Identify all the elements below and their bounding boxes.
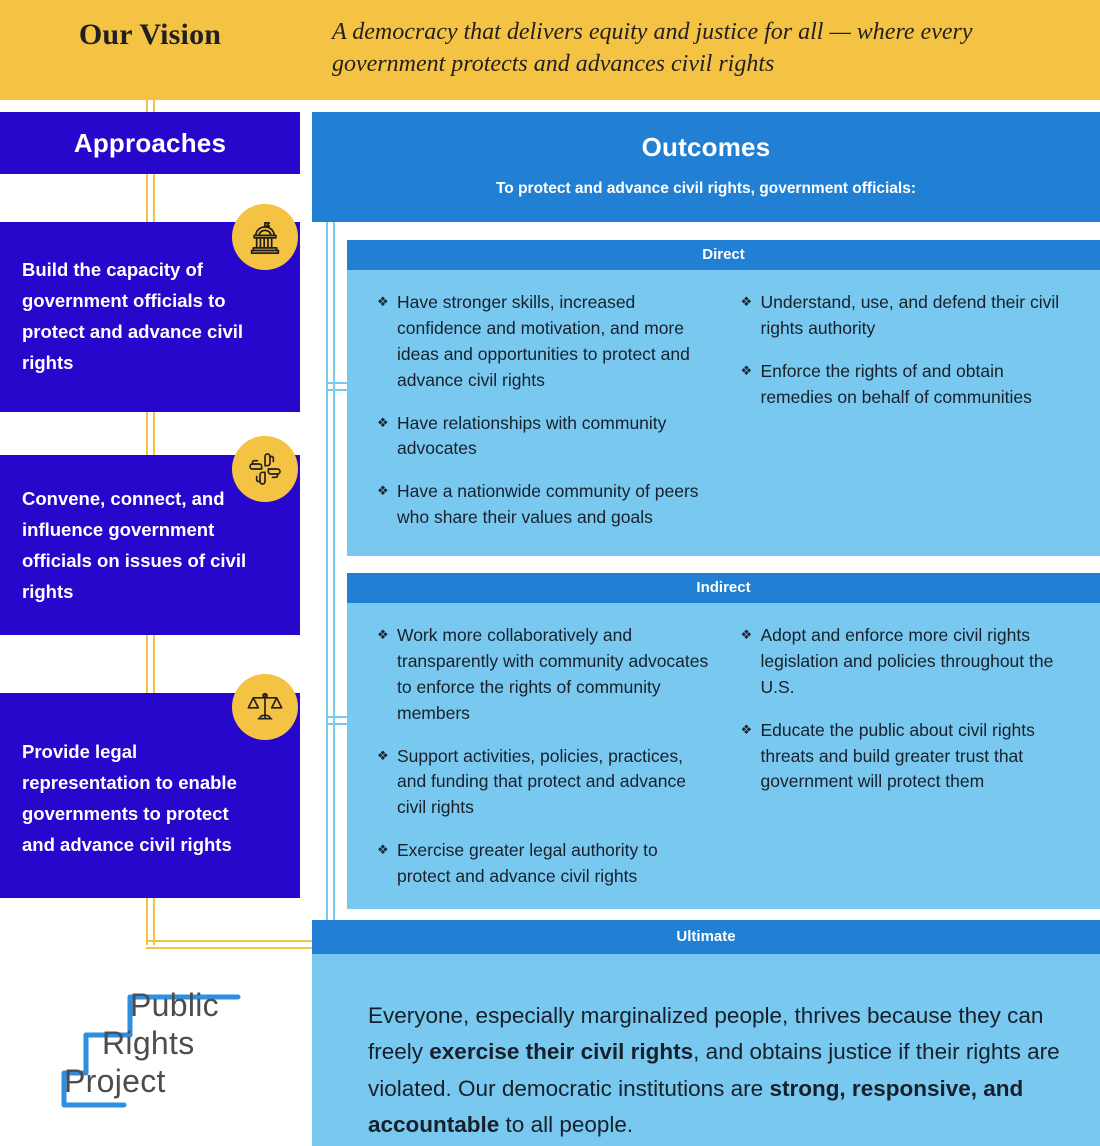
logo-line-2: Rights: [102, 1025, 195, 1061]
blue-connector-vertical: [326, 222, 335, 952]
indirect-right-list: [741, 623, 1077, 795]
list-item: [377, 838, 713, 890]
diamond-bullet-icon: ❖: [377, 294, 389, 309]
panel-indirect-label: Indirect: [347, 573, 1100, 603]
ultimate-text: Everyone, especially marginalized people, thrives because they can freely: [368, 1003, 1044, 1065]
scales-of-justice-icon: [232, 674, 298, 740]
logo-line-3: Project: [64, 1063, 166, 1099]
list-item-text: Work more collaboratively and transparently with community advocates to enforce the rights of community members: [397, 625, 709, 723]
diamond-bullet-icon: ❖: [740, 294, 753, 309]
ultimate-statement: [368, 998, 1060, 1144]
list-item-text: Educate the public about civil rights threats and build greater trust that government will protect them: [760, 719, 1035, 792]
panel-indirect-right-column: [727, 623, 1100, 891]
list-item-text: Adopt and enforce more civil rights legislation and policies throughout the U.S.: [760, 625, 1054, 697]
ultimate-text: , and obtains justice if their rights are violated. Our democratic institutions are: [368, 1039, 1060, 1101]
ultimate-emphasis: exercise their civil rights: [429, 1039, 694, 1065]
vision-statement: A democracy that delivers equity and justice for all — where every government protects and advances civil rights: [332, 19, 973, 78]
list-item-text: Have a nationwide community of peers who share their values and goals: [397, 481, 699, 528]
approach-label-1: Build the capacity of government officials to protect and advance civil rights: [22, 259, 244, 374]
outcomes-header: [312, 112, 1100, 222]
yellow-connector-horizontal-to-ultimate: [146, 940, 326, 949]
panel-indirect-body: [347, 603, 1100, 909]
panel-ultimate-label: Ultimate: [312, 920, 1100, 954]
list-item: [377, 290, 713, 394]
list-item: [741, 623, 1077, 701]
outcomes-title: Outcomes: [641, 132, 771, 162]
list-item: [377, 411, 713, 463]
list-item: [377, 744, 713, 822]
list-item-text: Support activities, policies, practices, and funding that protect and advance civil rights: [397, 745, 686, 818]
diamond-bullet-icon: ❖: [377, 483, 389, 499]
direct-right-list: [741, 290, 1077, 411]
panel-indirect-left-column: [347, 623, 727, 891]
panel-direct-label: Direct: [347, 240, 1100, 270]
list-item: [741, 359, 1077, 411]
ultimate-emphasis: strong, responsive, and accountable: [368, 1075, 1024, 1138]
list-item: [377, 479, 713, 531]
approach-label-3: Provide legal representation to enable governments to protect and advance civil rights: [22, 741, 237, 856]
vision-header: [0, 0, 1100, 100]
list-item-text: Understand, use, and defend their civil rights authority: [760, 292, 1060, 338]
logo-wordmark: [58, 975, 308, 1115]
list-item-text: Have stronger skills, increased confidence and motivation, and more ideas and opportunities to protect and advance civil rights: [397, 292, 690, 390]
diamond-bullet-icon: ❖: [377, 627, 389, 642]
list-item-text: Have relationships with community advocates: [397, 412, 667, 459]
capitol-building-icon: [232, 204, 298, 270]
panel-indirect: [347, 573, 1100, 909]
diamond-bullet-icon: ❖: [740, 721, 753, 737]
public-rights-project-logo: [58, 975, 308, 1115]
panel-direct-right-column: [727, 290, 1100, 538]
list-item: [741, 290, 1077, 342]
panel-direct: [347, 240, 1100, 556]
list-item-text: Enforce the rights of and obtain remedies on behalf of communities: [760, 360, 1032, 407]
outcomes-subtitle: To protect and advance civil rights, government officials:: [495, 180, 917, 197]
indirect-left-list: [377, 623, 713, 890]
panel-ultimate-body: [312, 954, 1100, 1146]
vision-label: Our Vision: [78, 18, 222, 51]
direct-left-list: [377, 290, 713, 531]
approaches-heading: Approaches: [0, 112, 300, 174]
ultimate-text: to all people.: [499, 1112, 634, 1138]
list-item: [741, 718, 1077, 796]
diamond-bullet-icon: ❖: [377, 414, 389, 430]
list-item-text: Exercise greater legal authority to protect and advance civil rights: [397, 840, 658, 887]
logo-line-1: Public: [130, 987, 219, 1023]
approach-label-2: Convene, connect, and influence government officials on issues of civil rights: [22, 488, 247, 603]
diamond-bullet-icon: ❖: [740, 362, 753, 378]
panel-direct-left-column: [347, 290, 727, 538]
four-hands-collaboration-icon: [232, 436, 298, 502]
diamond-bullet-icon: ❖: [377, 842, 389, 858]
panel-direct-body: [347, 270, 1100, 556]
list-item: [377, 623, 713, 727]
diamond-bullet-icon: ❖: [377, 747, 389, 763]
diamond-bullet-icon: ❖: [740, 627, 753, 642]
